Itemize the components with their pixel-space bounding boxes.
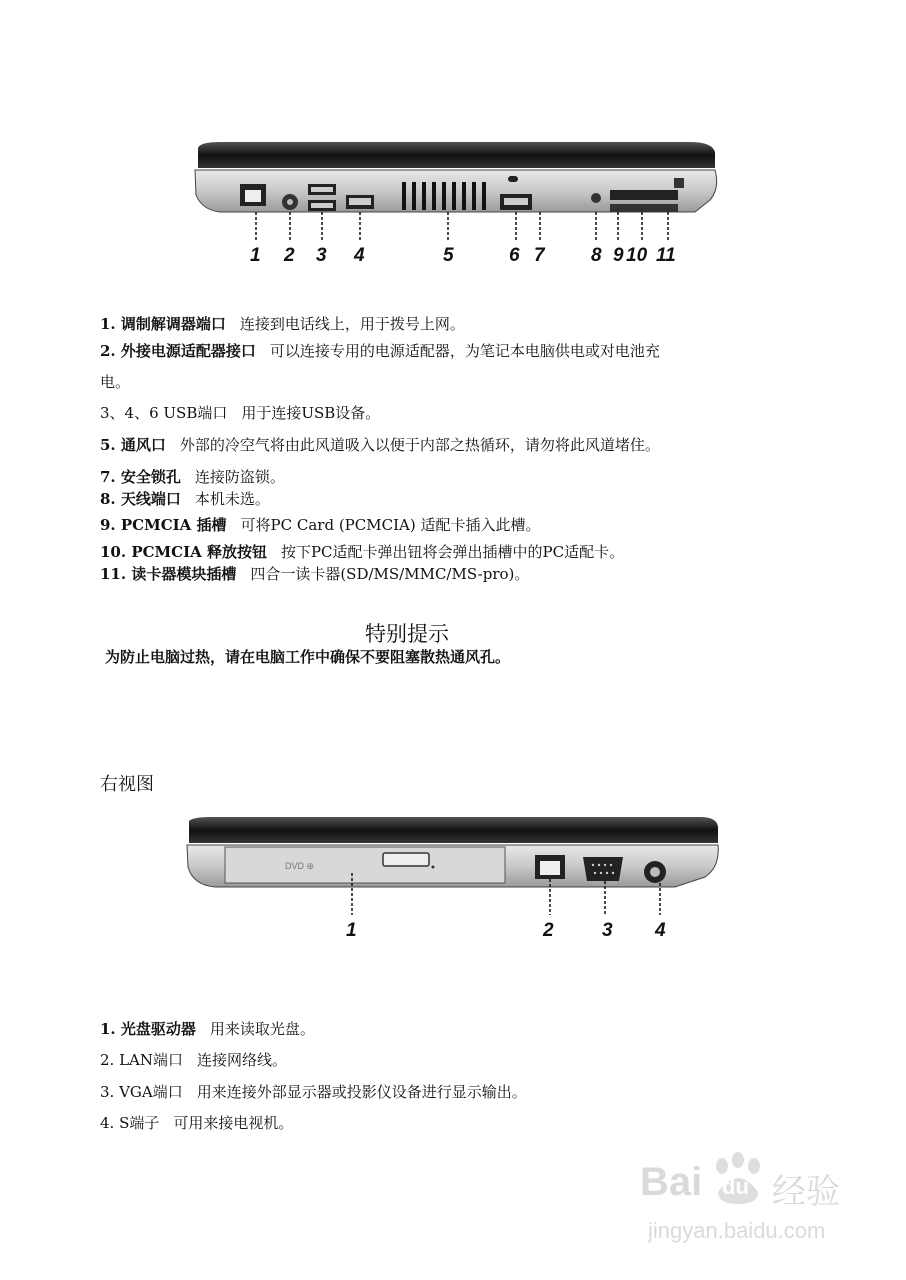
right-item-s-video bbox=[100, 1112, 293, 1133]
left-callout-3: 3 bbox=[316, 245, 327, 266]
watermark-paw-text: du bbox=[722, 1174, 749, 1199]
laptop-right-side-illustration bbox=[185, 815, 720, 915]
left-callout-1: 1 bbox=[250, 245, 261, 266]
left-item-usb bbox=[100, 402, 380, 423]
item-term: 1. 光盘驱动器 bbox=[100, 1020, 196, 1038]
item-desc: 可将PC Card (PCMCIA) 适配卡插入此槽。 bbox=[240, 516, 541, 534]
left-item-vent bbox=[100, 434, 660, 455]
left-item-pcmcia-release bbox=[100, 541, 624, 562]
item-term: 3、4、6 USB端口 bbox=[100, 404, 228, 422]
left-item-lock bbox=[100, 466, 285, 487]
item-desc: 用来读取光盘。 bbox=[209, 1020, 315, 1038]
item-term: 3. VGA端口 bbox=[100, 1083, 183, 1101]
right-callout-3: 3 bbox=[602, 920, 613, 941]
right-item-optical-drive bbox=[100, 1018, 315, 1039]
left-callout-9: 9 bbox=[613, 245, 624, 266]
item-desc: 可以连接专用的电源适配器，为笔记本电脑供电或对电池充 bbox=[269, 342, 660, 360]
left-callout-8: 8 bbox=[591, 245, 602, 266]
watermark-url: jingyan.baidu.com bbox=[648, 1218, 826, 1243]
left-callout-5: 5 bbox=[443, 245, 454, 266]
left-callout-6: 6 bbox=[509, 245, 520, 266]
left-item-power-adapter bbox=[100, 340, 660, 361]
watermark-brand: Bai bbox=[640, 1160, 703, 1204]
right-view-figure bbox=[185, 815, 720, 915]
laptop-left-side-illustration bbox=[190, 140, 720, 240]
item-desc: 按下PC适配卡弹出钮将会弹出插槽中的PC适配卡。 bbox=[280, 543, 625, 561]
left-item-antenna bbox=[100, 488, 270, 509]
item-term: 7. 安全锁孔 bbox=[100, 468, 181, 486]
item-desc: 本机未选。 bbox=[194, 490, 270, 508]
item-desc: 四合一读卡器(SD/MS/MMC/MS-pro)。 bbox=[250, 565, 530, 583]
left-view-figure bbox=[190, 140, 720, 240]
item-term: 2. 外接电源适配器接口 bbox=[100, 342, 256, 360]
item-desc: 可用来接电视机。 bbox=[173, 1114, 294, 1132]
right-callout-4: 4 bbox=[655, 920, 666, 941]
svg-text:DVD ⊕: DVD ⊕ bbox=[285, 861, 315, 871]
watermark-product: 经验 bbox=[772, 1172, 840, 1212]
left-callout-11: 11 bbox=[656, 245, 676, 266]
left-callout-10: 10 bbox=[626, 245, 648, 266]
item-desc: 用于连接USB设备。 bbox=[241, 404, 381, 422]
item-term: 9. PCMCIA 插槽 bbox=[100, 516, 227, 534]
item-desc: 外部的冷空气将由此风道吸入以便于内部之热循环，请勿将此风道堵住。 bbox=[179, 436, 660, 454]
notice-text: 为防止电脑过热，请在电脑工作中确保不要阻塞散热通风孔。 bbox=[105, 648, 511, 666]
right-callout-2: 2 bbox=[543, 920, 554, 941]
item-desc: 电。 bbox=[100, 373, 131, 391]
right-callout-1: 1 bbox=[346, 920, 357, 941]
left-item-power-adapter-cont bbox=[100, 371, 130, 392]
item-term: 11. 读卡器模块插槽 bbox=[100, 565, 237, 583]
left-item-pcmcia-slot bbox=[100, 514, 540, 535]
left-item-modem bbox=[100, 313, 465, 334]
right-item-vga bbox=[100, 1081, 527, 1102]
item-term: 8. 天线端口 bbox=[100, 490, 181, 508]
baidu-jingyan-watermark bbox=[640, 1150, 870, 1255]
item-term: 5. 通风口 bbox=[100, 436, 166, 454]
item-term: 4. S端子 bbox=[100, 1114, 160, 1132]
item-desc: 连接到电话线上，用于拨号上网。 bbox=[239, 315, 465, 333]
right-view-title: 右视图 bbox=[100, 774, 154, 795]
left-callout-2: 2 bbox=[284, 245, 295, 266]
left-item-card-reader bbox=[100, 563, 529, 584]
notice-title: 特别提示 bbox=[365, 622, 449, 646]
right-item-lan bbox=[100, 1049, 287, 1070]
item-term: 2. LAN端口 bbox=[100, 1051, 183, 1069]
item-desc: 连接网络线。 bbox=[197, 1051, 288, 1069]
item-desc: 连接防盗锁。 bbox=[194, 468, 285, 486]
item-term: 1. 调制解调器端口 bbox=[100, 315, 226, 333]
item-term: 10. PCMCIA 释放按钮 bbox=[100, 543, 267, 561]
left-callout-7: 7 bbox=[534, 245, 545, 266]
item-desc: 用来连接外部显示器或投影仪设备进行显示输出。 bbox=[196, 1083, 527, 1101]
left-callout-4: 4 bbox=[354, 245, 365, 266]
